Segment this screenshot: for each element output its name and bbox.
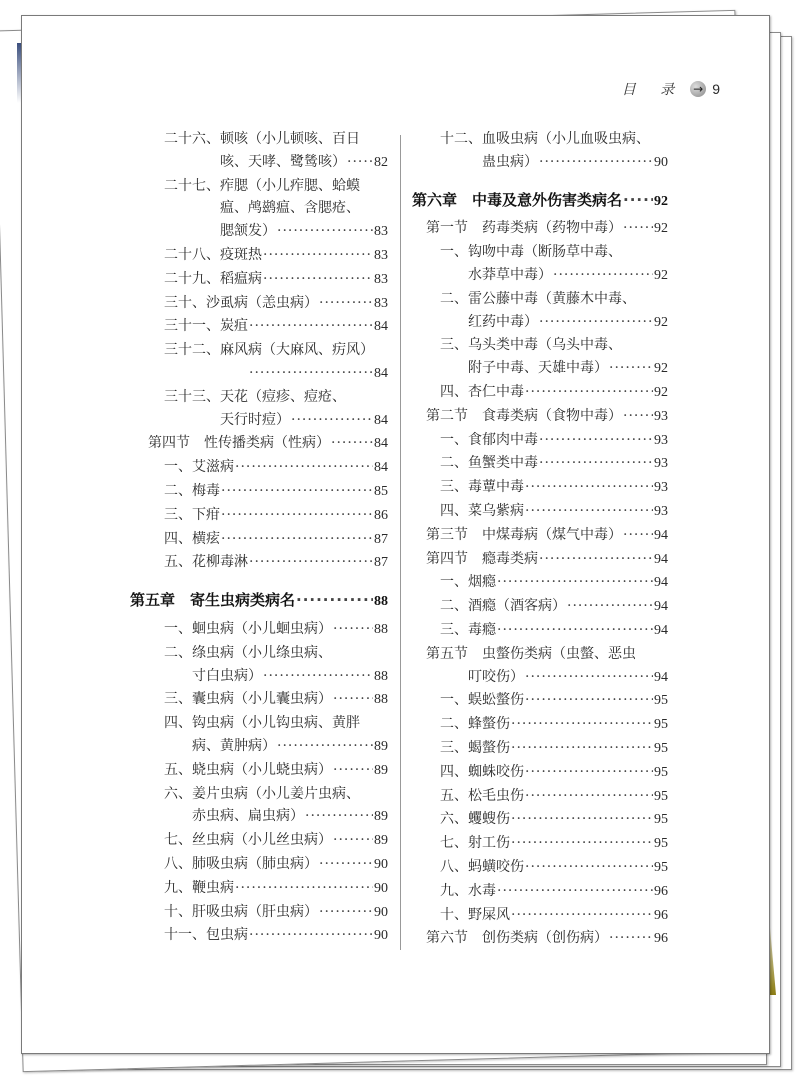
- leader-dots: [277, 735, 373, 758]
- toc-page-number: 89: [374, 738, 388, 754]
- toc-page-number: 94: [654, 599, 668, 615]
- toc-entry-item[interactable]: [412, 241, 668, 288]
- leader-dots: [539, 311, 653, 334]
- toc-entry-title: 八、肺吸虫病（肺虫病）: [164, 855, 318, 872]
- toc-entry-title: 一、蜈蚣螫伤: [440, 692, 524, 709]
- toc-page-number: 88: [374, 594, 388, 610]
- toc-page-number: 87: [374, 531, 388, 547]
- toc-entry-title: 叮咬伤）: [468, 668, 524, 685]
- toc-page-number: 82: [374, 154, 388, 170]
- leader-dots: [305, 805, 373, 828]
- toc-page-number: 94: [654, 575, 668, 591]
- toc-page-number: 95: [654, 788, 668, 804]
- toc-page-number: 83: [374, 295, 388, 311]
- leader-dots: [333, 829, 373, 852]
- toc-entry-item[interactable]: [130, 456, 388, 480]
- leader-dots: [331, 432, 373, 455]
- toc-page-number: 88: [374, 621, 388, 637]
- toc-entry-item[interactable]: [412, 737, 668, 761]
- leader-dots: [249, 362, 373, 385]
- toc-entry-item[interactable]: [130, 924, 388, 948]
- toc-entry-title: 三十三、天花（痘疹、痘疮、: [164, 388, 346, 405]
- toc-page-number: 95: [654, 764, 668, 780]
- toc-entry-item[interactable]: [130, 642, 388, 689]
- leader-dots: [539, 452, 653, 475]
- leader-dots: [263, 665, 373, 688]
- toc-entry-title: 三十二、麻风病（大麻风、疠风）: [164, 342, 374, 359]
- toc-entry-item[interactable]: [412, 785, 668, 809]
- toc-entry-title: 第五节 虫螫伤类病（虫螫、恶虫: [426, 645, 636, 662]
- leader-dots: [525, 785, 653, 808]
- leader-dots: [221, 504, 373, 527]
- toc-entry-chapter[interactable]: [412, 189, 668, 214]
- toc-page-number: 92: [654, 267, 668, 283]
- toc-entry-item[interactable]: [130, 339, 388, 386]
- toc-entry-title: 天行时痘）: [220, 411, 290, 428]
- toc-page-number: 93: [654, 503, 668, 519]
- toc-entry-item[interactable]: [130, 480, 388, 504]
- toc-entry-title: 三、下疳: [164, 506, 220, 523]
- toc-entry-item[interactable]: [130, 386, 388, 433]
- toc-entry-item[interactable]: [412, 808, 668, 832]
- toc-entry-title: 蛊虫病）: [482, 153, 538, 170]
- leader-dots: [525, 856, 653, 879]
- leader-dots: [333, 688, 373, 711]
- toc-entry-item[interactable]: [412, 288, 668, 335]
- toc-entry-title: 第三节 中煤毒病（煤气中毒）: [426, 526, 622, 543]
- page-number: 9: [712, 81, 720, 97]
- toc-page-number: 84: [374, 319, 388, 335]
- toc-page-number: 90: [374, 904, 388, 920]
- toc-entry-title: 赤虫病、扁虫病）: [192, 808, 304, 825]
- toc-entry-item[interactable]: [130, 901, 388, 925]
- toc-entry-item[interactable]: [130, 688, 388, 712]
- toc-page-number: 89: [374, 809, 388, 825]
- toc-entry-item[interactable]: [412, 381, 668, 405]
- leader-dots: [277, 220, 373, 243]
- toc-entry-item[interactable]: [130, 759, 388, 783]
- toc-entry-title: 五、花柳毒淋: [164, 554, 248, 571]
- toc-page-number: 85: [374, 483, 388, 499]
- toc-entry-title: 五、松毛虫伤: [440, 787, 524, 804]
- leader-dots: [263, 268, 373, 291]
- toc-entry-title: 第四节 瘾毒类病: [426, 550, 538, 567]
- toc-page-number: 96: [654, 883, 668, 899]
- toc-page-number: 92: [654, 193, 668, 209]
- toc-entry-item[interactable]: [412, 476, 668, 500]
- toc-entry-title: 十一、包虫病: [164, 927, 248, 944]
- toc-page-number: 83: [374, 247, 388, 263]
- leader-dots: [319, 901, 373, 924]
- leader-dots: [525, 666, 653, 689]
- leader-dots: [525, 500, 653, 523]
- toc-entry-title: 二、酒瘾（酒客病）: [440, 598, 566, 615]
- toc-entry-title: 附子中毒、天雄中毒）: [468, 360, 608, 377]
- toc-entry-title: 第二节 食毒类病（食物中毒）: [426, 407, 622, 424]
- leader-dots: [319, 292, 373, 315]
- toc-entry-title: 二、梅毒: [164, 482, 220, 499]
- header-title: 目 录: [621, 82, 685, 98]
- toc-entry-title: 十、野屎风: [440, 906, 510, 923]
- toc-entry-title: 二、鱼蟹类中毒: [440, 455, 538, 472]
- toc-entry-item[interactable]: [130, 244, 388, 268]
- leader-dots: [525, 761, 653, 784]
- toc-entry-title: 第六节 创伤类病（创伤病）: [426, 930, 608, 947]
- leader-dots: [221, 480, 373, 503]
- toc-entry-title: 第四节 性传播类病（性病）: [148, 435, 330, 452]
- leader-dots: [511, 713, 653, 736]
- leader-dots: [235, 877, 373, 900]
- toc-entry-title: 二、雷公藤中毒（黄藤木中毒、: [440, 290, 636, 307]
- toc-entry-item[interactable]: [130, 551, 388, 575]
- toc-entry-item[interactable]: [412, 429, 668, 453]
- toc-page-number: 92: [654, 314, 668, 330]
- toc-entry-item[interactable]: [412, 689, 668, 713]
- toc-page-number: 95: [654, 693, 668, 709]
- toc-entry-title: 二十八、疫斑热: [164, 246, 262, 263]
- toc-page-number: 84: [374, 412, 388, 428]
- toc-entry-title: 瘟、鸬鹚瘟、含腮疮、: [220, 200, 360, 217]
- toc-entry-item[interactable]: [130, 528, 388, 552]
- leader-dots: [623, 405, 653, 428]
- leader-dots: [539, 548, 653, 571]
- toc-entry-title: 病、黄肿病）: [192, 737, 276, 754]
- toc-page-number: 89: [374, 833, 388, 849]
- leader-dots: [511, 832, 653, 855]
- toc-right-column: [412, 128, 668, 951]
- toc-entry-title: 二、绦虫病（小儿绦虫病、: [164, 644, 332, 661]
- toc-entry-title: 四、菜乌紫病: [440, 502, 524, 519]
- toc-entry-item[interactable]: [412, 832, 668, 856]
- toc-entry-item[interactable]: [130, 268, 388, 292]
- leader-dots: [525, 689, 653, 712]
- toc-entry-item[interactable]: [412, 619, 668, 643]
- toc-entry-title: 三、毒蕈中毒: [440, 479, 524, 496]
- leader-dots: [249, 551, 373, 574]
- toc-page-number: 92: [654, 384, 668, 400]
- toc-entry-title: 六、姜片虫病（小儿姜片虫病、: [164, 785, 360, 802]
- toc-page-number: 95: [654, 859, 668, 875]
- toc-entry-section[interactable]: [130, 432, 388, 456]
- toc-entry-section[interactable]: [412, 524, 668, 548]
- leader-dots: [609, 927, 653, 950]
- toc-page-number: 83: [374, 224, 388, 240]
- arrow-right-circle-icon: →: [690, 81, 706, 97]
- leader-dots: [525, 381, 653, 404]
- toc-page-number: 94: [654, 669, 668, 685]
- leader-dots: [511, 808, 653, 831]
- toc-entry-title: 三、毒瘾: [440, 621, 496, 638]
- toc-entry-title: 第一节 药毒类病（药物中毒）: [426, 220, 622, 237]
- toc-page-number: 92: [654, 361, 668, 377]
- toc-page-number: 83: [374, 271, 388, 287]
- toc-page-number: 89: [374, 762, 388, 778]
- toc-entry-title: 寸白虫病）: [192, 667, 262, 684]
- toc-entry-item[interactable]: [412, 856, 668, 880]
- leader-dots: [567, 595, 653, 618]
- leader-dots: [333, 618, 373, 641]
- toc-entry-title: 第六章 中毒及意外伤害类病名: [412, 190, 623, 209]
- toc-entry-section[interactable]: [412, 927, 668, 951]
- toc-entry-title: 腮颔发）: [220, 223, 276, 240]
- toc-page-number: 88: [374, 668, 388, 684]
- toc-page-number: 93: [654, 480, 668, 496]
- toc-entry-title: 十、肝吸虫病（肝虫病）: [164, 903, 318, 920]
- leader-dots: [296, 589, 373, 612]
- toc-entry-title: 二、蜂螫伤: [440, 716, 510, 733]
- toc-entry-chapter[interactable]: [130, 589, 388, 614]
- toc-entry-item[interactable]: [412, 500, 668, 524]
- toc-entry-title: 七、射工伤: [440, 835, 510, 852]
- toc-entry-item[interactable]: [130, 829, 388, 853]
- leader-dots: [319, 853, 373, 876]
- toc-page-number: 84: [374, 436, 388, 452]
- toc-entry-title: 三、蝎螫伤: [440, 739, 510, 756]
- toc-entry-section[interactable]: [412, 405, 668, 429]
- leader-dots: [249, 315, 373, 338]
- toc-page-number: 88: [374, 692, 388, 708]
- toc-entry-title: 八、蚂蟥咬伤: [440, 858, 524, 875]
- leader-dots: [263, 244, 373, 267]
- toc-page-number: 94: [654, 527, 668, 543]
- leader-dots: [609, 357, 653, 380]
- toc-page-number: 86: [374, 507, 388, 523]
- toc-entry-title: 水莽草中毒）: [468, 266, 552, 283]
- leader-dots: [497, 880, 653, 903]
- toc-entry-title: 二十七、痄腮（小儿痄腮、蛤蟆: [164, 177, 360, 194]
- toc-entry-item[interactable]: [130, 712, 388, 759]
- leader-dots: [333, 759, 373, 782]
- toc-entry-section[interactable]: [412, 548, 668, 572]
- toc-entry-title: 三十一、炭疽: [164, 318, 248, 335]
- toc-entry-title: 四、杏仁中毒: [440, 383, 524, 400]
- leader-dots: [249, 924, 373, 947]
- toc-entry-title: 九、鞭虫病: [164, 879, 234, 896]
- toc-entry-title: 一、蛔虫病（小儿蛔虫病）: [164, 620, 332, 637]
- leader-dots: [623, 189, 653, 212]
- leader-dots: [235, 456, 373, 479]
- toc-entry-item[interactable]: [130, 292, 388, 316]
- toc-entry-item[interactable]: [412, 595, 668, 619]
- toc-page-number: 94: [654, 622, 668, 638]
- toc-entry-title: 四、蜘蛛咬伤: [440, 763, 524, 780]
- toc-entry-item[interactable]: [412, 334, 668, 381]
- toc-page-number: 96: [654, 907, 668, 923]
- running-header: [622, 79, 720, 99]
- toc-entry-title: 一、钩吻中毒（断肠草中毒、: [440, 244, 622, 261]
- toc-entry-title: 红药中毒）: [468, 313, 538, 330]
- toc-entry-item[interactable]: [412, 713, 668, 737]
- toc-page-number: 90: [374, 928, 388, 944]
- toc-page-number: 90: [654, 154, 668, 170]
- toc-entry-item[interactable]: [412, 761, 668, 785]
- toc-entry-item[interactable]: [412, 571, 668, 595]
- toc-entry-item[interactable]: [412, 128, 668, 175]
- column-divider: [400, 135, 401, 950]
- toc-entry-title: 咳、天哮、鹭鸶咳）: [220, 153, 346, 170]
- toc-page-number: 96: [654, 931, 668, 947]
- leader-dots: [511, 904, 653, 927]
- toc-page-number: 93: [654, 456, 668, 472]
- toc-entry-title: 七、丝虫病（小儿丝虫病）: [164, 832, 332, 849]
- toc-page-number: 90: [374, 880, 388, 896]
- leader-dots: [347, 151, 373, 174]
- toc-entry-item[interactable]: [130, 853, 388, 877]
- toc-entry-item[interactable]: [412, 880, 668, 904]
- toc-page-number: 95: [654, 740, 668, 756]
- toc-page-number: 95: [654, 836, 668, 852]
- toc-left-column: [130, 128, 388, 948]
- leader-dots: [291, 409, 373, 432]
- toc-page-number: 90: [374, 856, 388, 872]
- toc-entry-title: 二十六、顿咳（小儿顿咳、百日: [164, 131, 360, 147]
- toc-page-number: 94: [654, 551, 668, 567]
- leader-dots: [511, 737, 653, 760]
- toc-entry-title: 三、乌头类中毒（乌头中毒、: [440, 337, 622, 354]
- toc-entry-item[interactable]: [412, 452, 668, 476]
- toc-entry-title: 六、蠼螋伤: [440, 811, 510, 828]
- toc-entry-item[interactable]: [412, 904, 668, 928]
- leader-dots: [221, 528, 373, 551]
- leader-dots: [623, 217, 653, 240]
- toc-entry-title: 二十九、稻瘟病: [164, 270, 262, 287]
- leader-dots: [553, 264, 653, 287]
- toc-entry-item[interactable]: [130, 128, 388, 175]
- toc-entry-title: 四、横痃: [164, 530, 220, 547]
- toc-entry-title: 一、艾滋病: [164, 459, 234, 476]
- toc-entry-item[interactable]: [130, 618, 388, 642]
- toc-entry-item[interactable]: [130, 783, 388, 830]
- toc-page-number: 87: [374, 555, 388, 571]
- toc-entry-item[interactable]: [130, 315, 388, 339]
- toc-entry-section[interactable]: [412, 643, 668, 690]
- toc-page-number: 93: [654, 432, 668, 448]
- leader-dots: [497, 571, 653, 594]
- toc-entry-item[interactable]: [130, 504, 388, 528]
- toc-entry-title: 一、烟瘾: [440, 574, 496, 591]
- toc-entry-title: 九、水毒: [440, 882, 496, 899]
- toc-entry-title: 四、钩虫病（小儿钩虫病、黄胖: [164, 715, 360, 732]
- toc-page-number: 95: [654, 717, 668, 733]
- toc-entry-item[interactable]: [130, 877, 388, 901]
- toc-page-number: 84: [374, 365, 388, 381]
- toc-page-number: 92: [654, 221, 668, 237]
- toc-page-number: 84: [374, 460, 388, 476]
- toc-entry-title: 三、囊虫病（小儿囊虫病）: [164, 691, 332, 708]
- leader-dots: [525, 476, 653, 499]
- leader-dots: [497, 619, 653, 642]
- toc-entry-title: 十二、血吸虫病（小儿血吸虫病、: [440, 131, 650, 147]
- leader-dots: [623, 524, 653, 547]
- toc-entry-title: 五、蛲虫病（小儿蛲虫病）: [164, 761, 332, 778]
- toc-page-number: 93: [654, 408, 668, 424]
- leader-dots: [539, 151, 653, 174]
- leader-dots: [539, 429, 653, 452]
- toc-entry-title: 一、食郁肉中毒: [440, 431, 538, 448]
- toc-entry-title: 三十、沙虱病（恙虫病）: [164, 294, 318, 311]
- toc-entry-section[interactable]: [412, 217, 668, 241]
- toc-entry-title: 第五章 寄生虫病类病名: [130, 591, 296, 610]
- toc-entry-item[interactable]: [130, 175, 388, 244]
- toc-page-number: 95: [654, 812, 668, 828]
